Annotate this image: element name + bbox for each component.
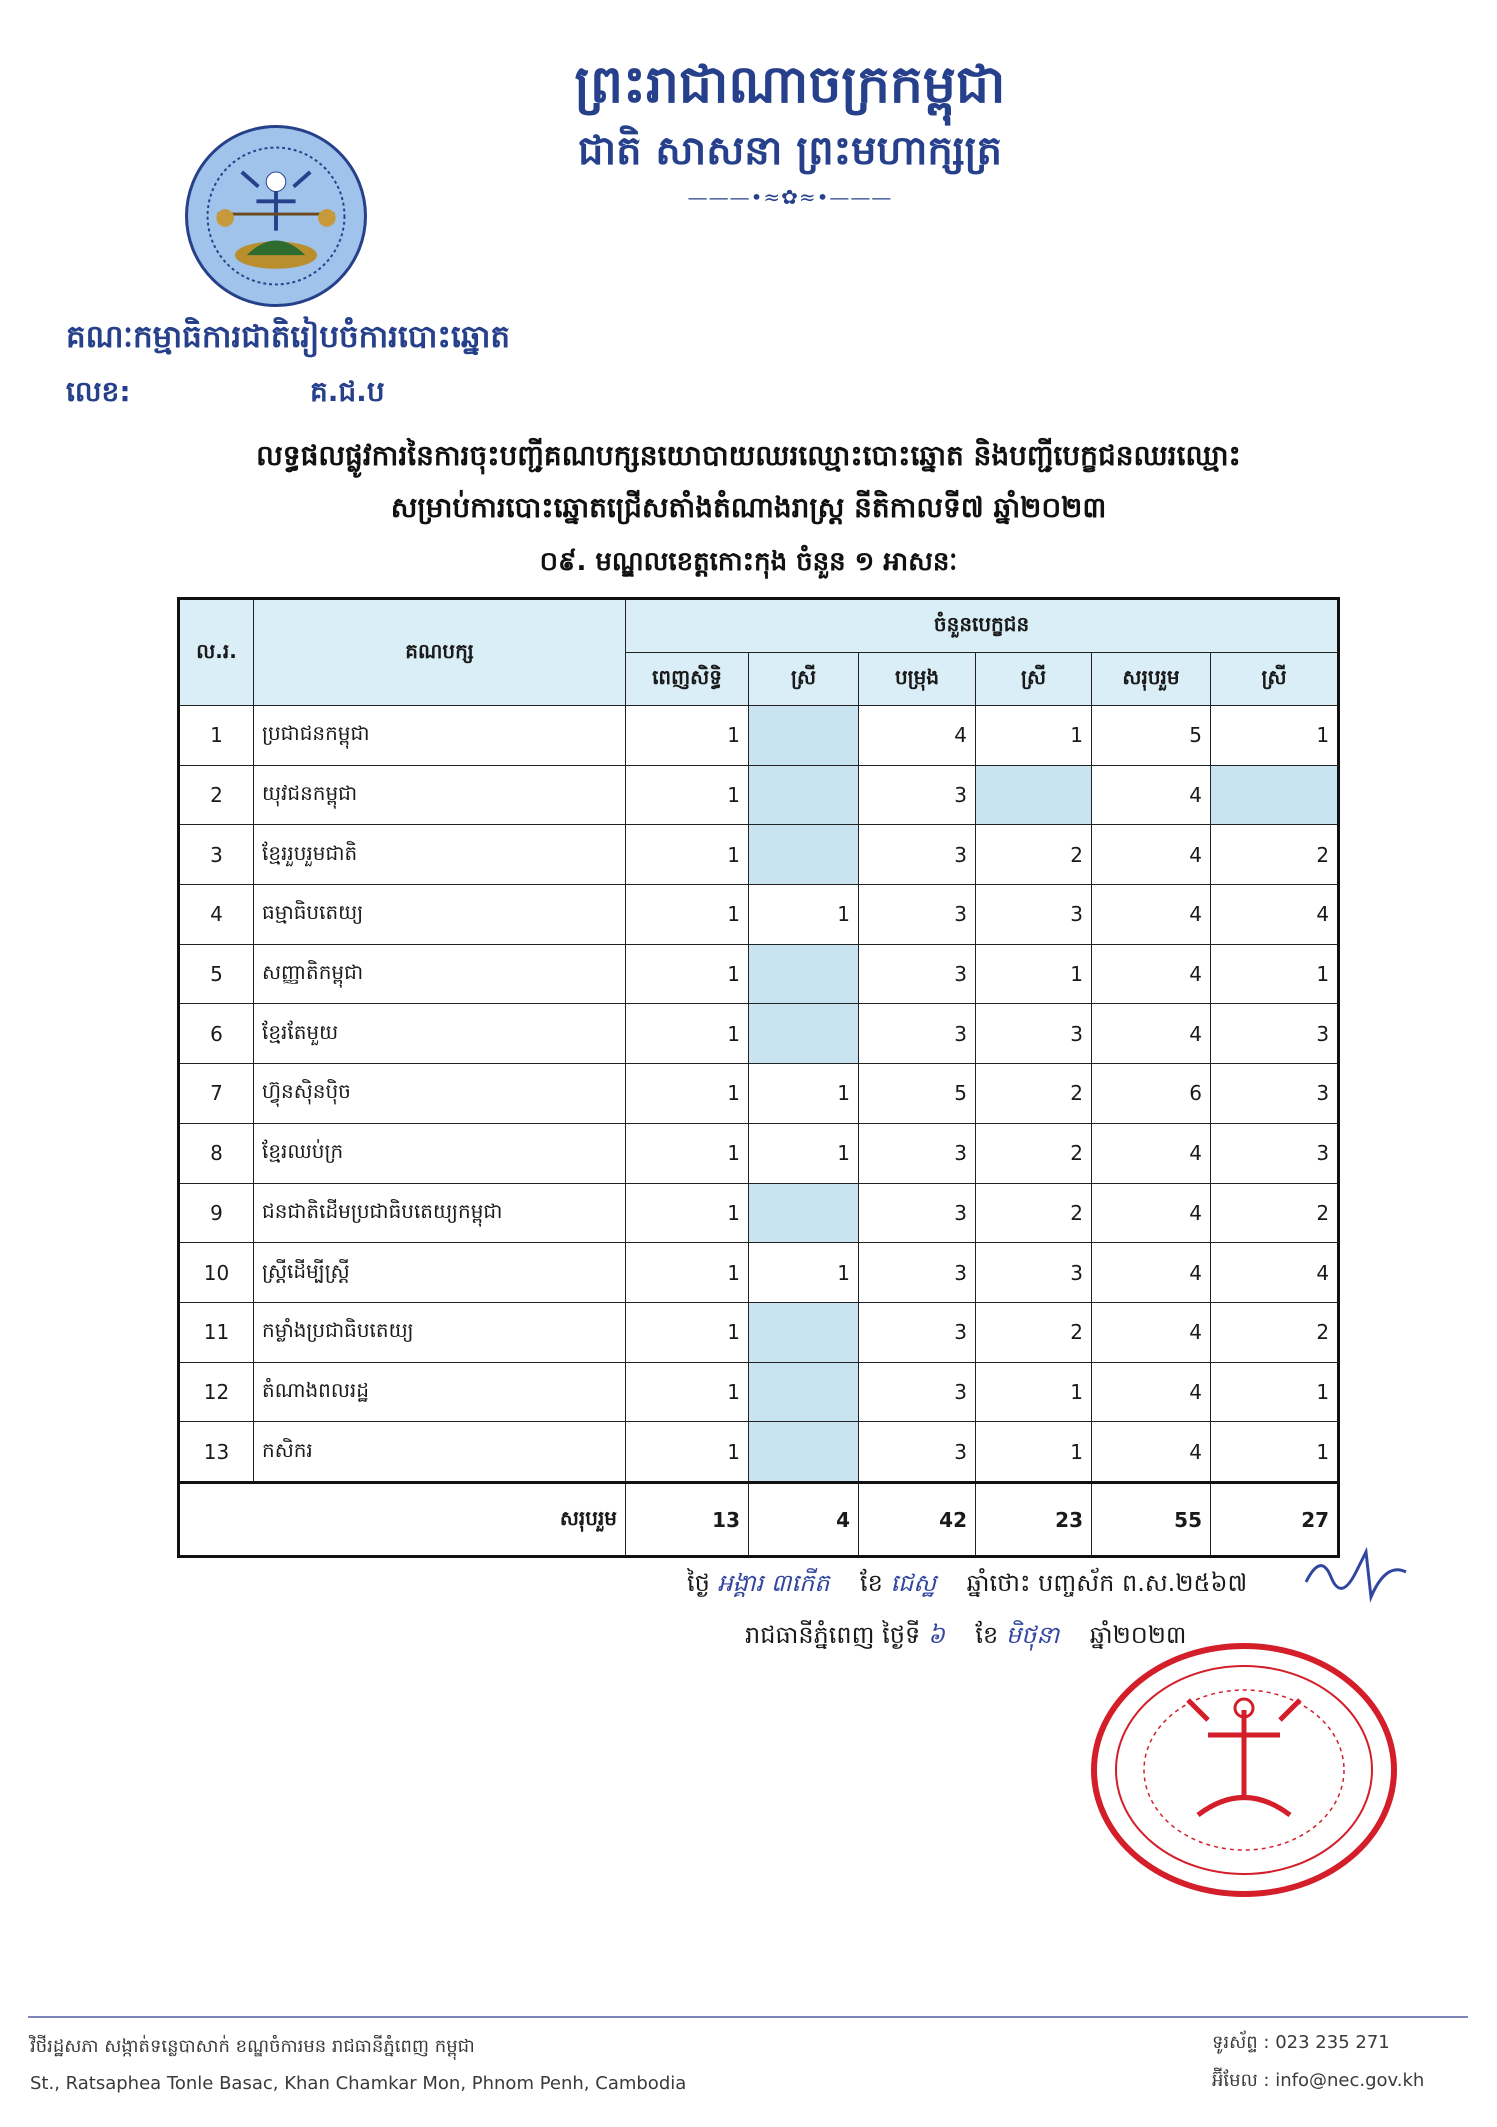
national-motto: ជាតិ សាសនា ព្រះមហាក្សត្រ [578,127,1002,174]
party-name: ស្ត្រីដើម្បីស្ត្រី [254,1243,626,1303]
cell-reserve-female: 2 [976,825,1092,885]
cell-total: 4 [1092,1243,1211,1303]
lunar-date [687,1568,1247,1603]
city-month: មិថុនា [1005,1621,1060,1649]
row-number: 5 [179,944,254,1004]
cell-full-female [749,825,859,885]
cell-reserve-female: 1 [976,706,1092,766]
row-number: 10 [179,1243,254,1303]
ref-label: លេខ: [66,375,131,408]
party-name: ខ្មែររួបរួមជាតិ [254,825,626,885]
cell-reserve: 3 [859,885,976,945]
table-row [179,1064,1339,1124]
table-row [179,1183,1339,1243]
totals-row [179,1483,1339,1557]
committee-name: គណៈកម្មាធិការជាតិរៀបចំការបោះឆ្នោត [66,319,511,355]
party-name: ខ្មែរតែមួយ [254,1004,626,1064]
table-row [179,1302,1339,1362]
cell-full: 1 [626,1123,749,1183]
cell-reserve-female: 1 [976,1422,1092,1483]
total-full-female: 4 [749,1483,859,1557]
cell-full-female: 1 [749,885,859,945]
cell-reserve: 3 [859,765,976,825]
city-year: ឆ្នាំ២០២៣ [1089,1621,1187,1649]
table-row [179,1004,1339,1064]
col-header-party: គណបក្ស [254,599,626,706]
cell-total-female: 1 [1211,706,1339,766]
row-number: 7 [179,1064,254,1124]
kingdom-header [540,52,1040,210]
cell-reserve: 5 [859,1064,976,1124]
document-title-line2: សម្រាប់ការបោះឆ្នោតជ្រើសតាំងតំណាងរាស្ត្រ នីតិកាលទី៧ ឆ្នាំ២០២៣ [390,491,1107,524]
table-row [179,1243,1339,1303]
lunar-month: ជេស្ឋ [890,1569,937,1597]
row-number: 6 [179,1004,254,1064]
nec-emblem-icon [188,128,364,304]
cell-total: 4 [1092,1302,1211,1362]
cell-reserve-female: 1 [976,1362,1092,1422]
subcol-full: ពេញសិទ្ធិ [626,653,749,706]
cell-reserve: 3 [859,1302,976,1362]
footer-address-km: វិថីរដ្ឋសភា សង្កាត់ទន្លេបាសាក់ ខណ្ឌចំការមន រាជធានីភ្នំពេញ កម្ពុជា [30,2036,475,2057]
cell-full: 1 [626,885,749,945]
footer-divider [28,2016,1468,2018]
ornament-divider: ———•≈✿≈•——— [687,185,893,209]
cell-reserve-female: 2 [976,1183,1092,1243]
cell-reserve: 3 [859,1123,976,1183]
cell-reserve: 3 [859,944,976,1004]
table-row [179,1123,1339,1183]
cell-reserve-female: 2 [976,1302,1092,1362]
candidate-table [177,597,1340,1558]
document-title-line1: លទ្ធផលផ្លូវការនៃការចុះបញ្ជីគណបក្សនយោបាយឈរឈ្មោះបោះឆ្នោត និងបញ្ជីបេក្ខជនឈរឈ្មោះ [256,439,1241,472]
cell-total-female: 1 [1211,1422,1339,1483]
total-full: 13 [626,1483,749,1557]
footer-phone: ទូរស័ព្ទ : 023 235 271 [1212,2032,1390,2053]
cell-total-female: 1 [1211,944,1339,1004]
party-name: ជនជាតិដើមប្រជាធិបតេយ្យកម្ពុជា [254,1183,626,1243]
table-row [179,765,1339,825]
cell-total: 6 [1092,1064,1211,1124]
cell-total: 4 [1092,1422,1211,1483]
col-header-candidates: ចំនួនបេក្ខជន [626,599,1339,653]
cell-total-female: 2 [1211,825,1339,885]
cell-full-female [749,1302,859,1362]
total-total-female: 27 [1211,1483,1339,1557]
party-name: កសិករ [254,1422,626,1483]
cell-reserve-female: 2 [976,1123,1092,1183]
subcol-total-female: ស្រី [1211,653,1339,706]
row-number: 3 [179,825,254,885]
subcol-reserve-female: ស្រី [976,653,1092,706]
cell-reserve-female: 3 [976,1004,1092,1064]
cell-full-female [749,1183,859,1243]
total-total: 55 [1092,1483,1211,1557]
party-name: តំណាងពលរដ្ឋ [254,1362,626,1422]
party-name: កម្លាំងប្រជាធិបតេយ្យ [254,1302,626,1362]
cell-full-female [749,944,859,1004]
cell-full-female [749,706,859,766]
constituency-heading: ០៩. មណ្ឌលខេត្តកោះកុង ចំនួន ១ អាសនៈ [539,547,958,577]
cell-full-female: 1 [749,1123,859,1183]
cell-full: 1 [626,1362,749,1422]
cell-total: 4 [1092,944,1211,1004]
cell-full: 1 [626,1183,749,1243]
cell-reserve: 3 [859,1004,976,1064]
city-day-label: រាជធានីភ្នំពេញ ថ្ងៃទី [745,1621,921,1649]
cell-total-female: 2 [1211,1183,1339,1243]
row-number: 8 [179,1123,254,1183]
cell-reserve-female: 3 [976,1243,1092,1303]
table-row [179,944,1339,1004]
cell-full: 1 [626,1302,749,1362]
table-row [179,1362,1339,1422]
party-name: ប្រជាជនកម្ពុជា [254,706,626,766]
cell-full: 1 [626,825,749,885]
cell-total: 5 [1092,706,1211,766]
row-number: 13 [179,1422,254,1483]
cell-reserve-female [976,765,1092,825]
table-row [179,885,1339,945]
table-row [179,825,1339,885]
row-number: 11 [179,1302,254,1362]
row-number: 9 [179,1183,254,1243]
cell-reserve: 4 [859,706,976,766]
official-seal [1088,1640,1400,1900]
cell-reserve: 3 [859,1422,976,1483]
party-name: យុវជនកម្ពុជា [254,765,626,825]
table-row [179,706,1339,766]
party-name: ធម្មាធិបតេយ្យ [254,885,626,945]
cell-reserve-female: 1 [976,944,1092,1004]
total-reserve-female: 23 [976,1483,1092,1557]
cell-reserve: 3 [859,825,976,885]
row-number: 4 [179,885,254,945]
city-month-label: ខែ [975,1621,999,1649]
cell-total: 4 [1092,825,1211,885]
cell-total-female: 3 [1211,1123,1339,1183]
footer-address-en: St., Ratsaphea Tonle Basac, Khan Chamkar Mon, Phnom Penh, Cambodia [30,2073,687,2094]
table-row [179,1422,1339,1483]
cell-reserve: 3 [859,1243,976,1303]
cell-total-female: 2 [1211,1302,1339,1362]
subcol-total: សរុបរួម [1092,653,1211,706]
cell-total: 4 [1092,1004,1211,1064]
cell-full: 1 [626,1064,749,1124]
total-reserve: 42 [859,1483,976,1557]
subcol-full-female: ស្រី [749,653,859,706]
cell-full-female [749,1422,859,1483]
cell-full-female [749,1362,859,1422]
cell-full: 1 [626,706,749,766]
cell-full-female [749,1004,859,1064]
cell-full: 1 [626,1422,749,1483]
cell-total-female: 1 [1211,1362,1339,1422]
lunar-month-label: ខែ [859,1569,883,1597]
cell-total-female: 3 [1211,1004,1339,1064]
cell-total: 4 [1092,1362,1211,1422]
cell-total: 4 [1092,885,1211,945]
total-label: សរុបរួម [179,1483,626,1557]
cell-total-female: 4 [1211,1243,1339,1303]
cell-reserve: 3 [859,1183,976,1243]
nec-logo [185,125,367,307]
cell-reserve-female: 3 [976,885,1092,945]
cell-total: 4 [1092,765,1211,825]
cell-reserve: 3 [859,1362,976,1422]
ref-value: គ.ជ.ប [310,375,385,408]
cell-full-female: 1 [749,1064,859,1124]
party-name: សញ្ញាតិកម្ពុជា [254,944,626,1004]
row-number: 1 [179,706,254,766]
cell-total: 4 [1092,1183,1211,1243]
party-name: ហ៊្វុនស៊ិនប៉ិច [254,1064,626,1124]
col-header-no: ល.រ. [179,599,254,706]
party-name: ខ្មែរឈប់ក្រ [254,1123,626,1183]
cell-full-female [749,765,859,825]
lunar-day-label: ថ្ងៃ [687,1569,710,1597]
initials-signature [1296,1542,1416,1612]
kingdom-title: ព្រះរាជាណាចក្រកម្ពុជា [574,54,1006,115]
cell-total-female: 3 [1211,1064,1339,1124]
cell-full: 1 [626,1004,749,1064]
city-day: ៦ [927,1621,945,1649]
cell-reserve-female: 2 [976,1064,1092,1124]
cell-full-female: 1 [749,1243,859,1303]
cell-full: 1 [626,765,749,825]
cell-full: 1 [626,944,749,1004]
subcol-reserve: បម្រុង [859,653,976,706]
footer-email: អ៊ីមែល : info@nec.gov.kh [1212,2070,1425,2091]
cell-total-female [1211,765,1339,825]
cell-total: 4 [1092,1123,1211,1183]
lunar-year: ឆ្នាំថោះ បញ្ចស័ក ព.ស.២៥៦៧ [966,1569,1248,1597]
row-number: 12 [179,1362,254,1422]
cell-full: 1 [626,1243,749,1303]
lunar-day: អង្គារ ៣កើត [717,1569,830,1597]
cell-total-female: 4 [1211,885,1339,945]
row-number: 2 [179,765,254,825]
